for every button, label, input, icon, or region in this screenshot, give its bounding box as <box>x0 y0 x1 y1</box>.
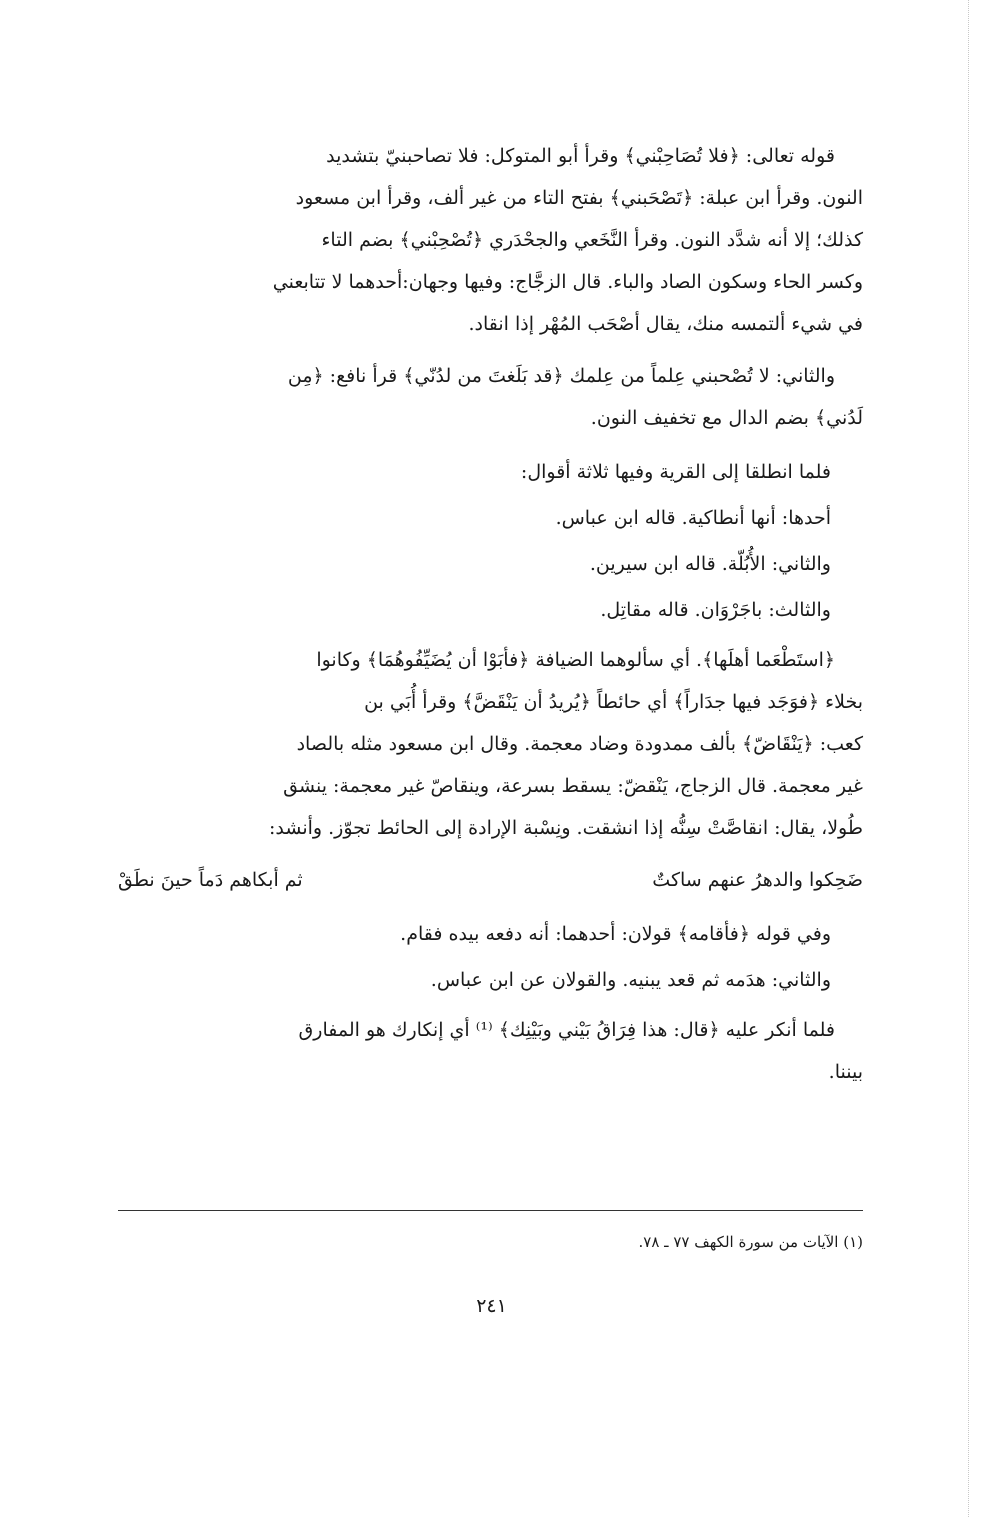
text-line: أحدها: أنها أنطاكية. قاله ابن عباس. <box>555 507 831 529</box>
verse-first-hemistich: ضَحِكوا والدهرُ عنهم ساكتٌ <box>652 869 863 891</box>
text-line: وفي قوله ﴿فأقامه﴾ قولان: أحدهما: أنه دفعه بيده فقام. <box>400 923 831 945</box>
footnote: (١) الآيات من سورة الكهف ٧٧ ـ ٧٨. <box>638 1233 863 1251</box>
text-line: في شيء ألتمسه منك، يقال أصْحَب المُهْر إذا انقاد. <box>468 313 863 335</box>
text-line: والثاني: هدَمه ثم قعد يبنيه. والقولان عن ابن عباس. <box>430 969 831 991</box>
paragraph-6 <box>118 1009 863 1093</box>
text-line: والثاني: لا تُصْحبني عِلماً من عِلمك ﴿قد بَلَغتَ من لدُنّي﴾ قرأ نافع: ﴿مِن <box>287 365 835 387</box>
main-text <box>118 135 863 1103</box>
verse-second-hemistich: ثم أبكاهم دَماً حينَ نطَقْ <box>118 869 303 891</box>
text-line: بخلاء ﴿فوَجَد فيها جدَاراً﴾ أي حائطاً ﴿يُريدُ أن يَنْقَضَّ﴾ وقرأ أُبَي بن <box>364 691 863 713</box>
footnote-divider <box>118 1210 863 1211</box>
text-line: وكسر الحاء وسكون الصاد والباء. قال الزجَّاج: وفيها وجهان:أحدهما لا تتابعني <box>272 271 863 293</box>
text-line: فلما انطلقا إلى القرية وفيها ثلاثة أقوال: <box>520 461 831 483</box>
page-number: ٢٤١ <box>476 1295 507 1317</box>
paragraph-5 <box>118 911 863 1003</box>
text-line: بيننا. <box>828 1061 863 1083</box>
text-line: النون. وقرأ ابن عبلة: ﴿تَصْحَبني﴾ بفتح التاء من غير ألف، وقرأ ابن مسعود <box>295 187 863 209</box>
poetry-verse <box>118 859 863 901</box>
scan-edge-line <box>968 0 969 1517</box>
text-line: طُولا، يقال: انقاصَّتْ سِنُّه إذا انشقت. ونِسْبة الإرادة إلى الحائط تجوّز. وأنشد: <box>269 817 863 839</box>
text-line: والثالث: باجَرْوَان. قاله مقاتِل. <box>600 599 831 621</box>
text-line: كعب: ﴿يَنْقَاضّ﴾ بألف ممدودة وضاد معجمة. وقال ابن مسعود مثله بالصاد <box>296 733 863 755</box>
paragraph-4 <box>118 639 863 849</box>
text-line: كذلك؛ إلا أنه شدَّد النون. وقرأ النَّخَعي والجحْدَري ﴿تُصْحِبْني﴾ بضم التاء <box>321 229 863 251</box>
paragraph-2 <box>118 355 863 439</box>
text-line: غير معجمة. قال الزجاج، يَنْقضّ: يسقط بسرعة، وينقاصّ غير معجمة: ينشق <box>283 775 863 797</box>
text-line: والثاني: الأُبُلّة. قاله ابن سيرين. <box>589 553 831 575</box>
paragraph-3-list <box>118 449 863 633</box>
paragraph-1 <box>118 135 863 345</box>
text-line: قوله تعالى: ﴿فلا تُصَاحِبْني﴾ وقرأ أبو المتوكل: فلا تصاحبنيّ بتشديد <box>326 145 835 167</box>
text-line: فلما أنكر عليه ﴿قال: هذا فِرَاقُ بَيْني وبَيْنِك﴾ ⁽¹⁾ أي إنكارك هو المفارق <box>298 1019 835 1041</box>
text-line: ﴿استَطْعَما أهلَها﴾. أي سألوهما الضيافة ﴿فأبَوْا أن يُضَيِّفُوهُمَا﴾ وكانوا <box>316 649 835 671</box>
text-line: لَدُني﴾ بضم الدال مع تخفيف النون. <box>590 407 863 429</box>
